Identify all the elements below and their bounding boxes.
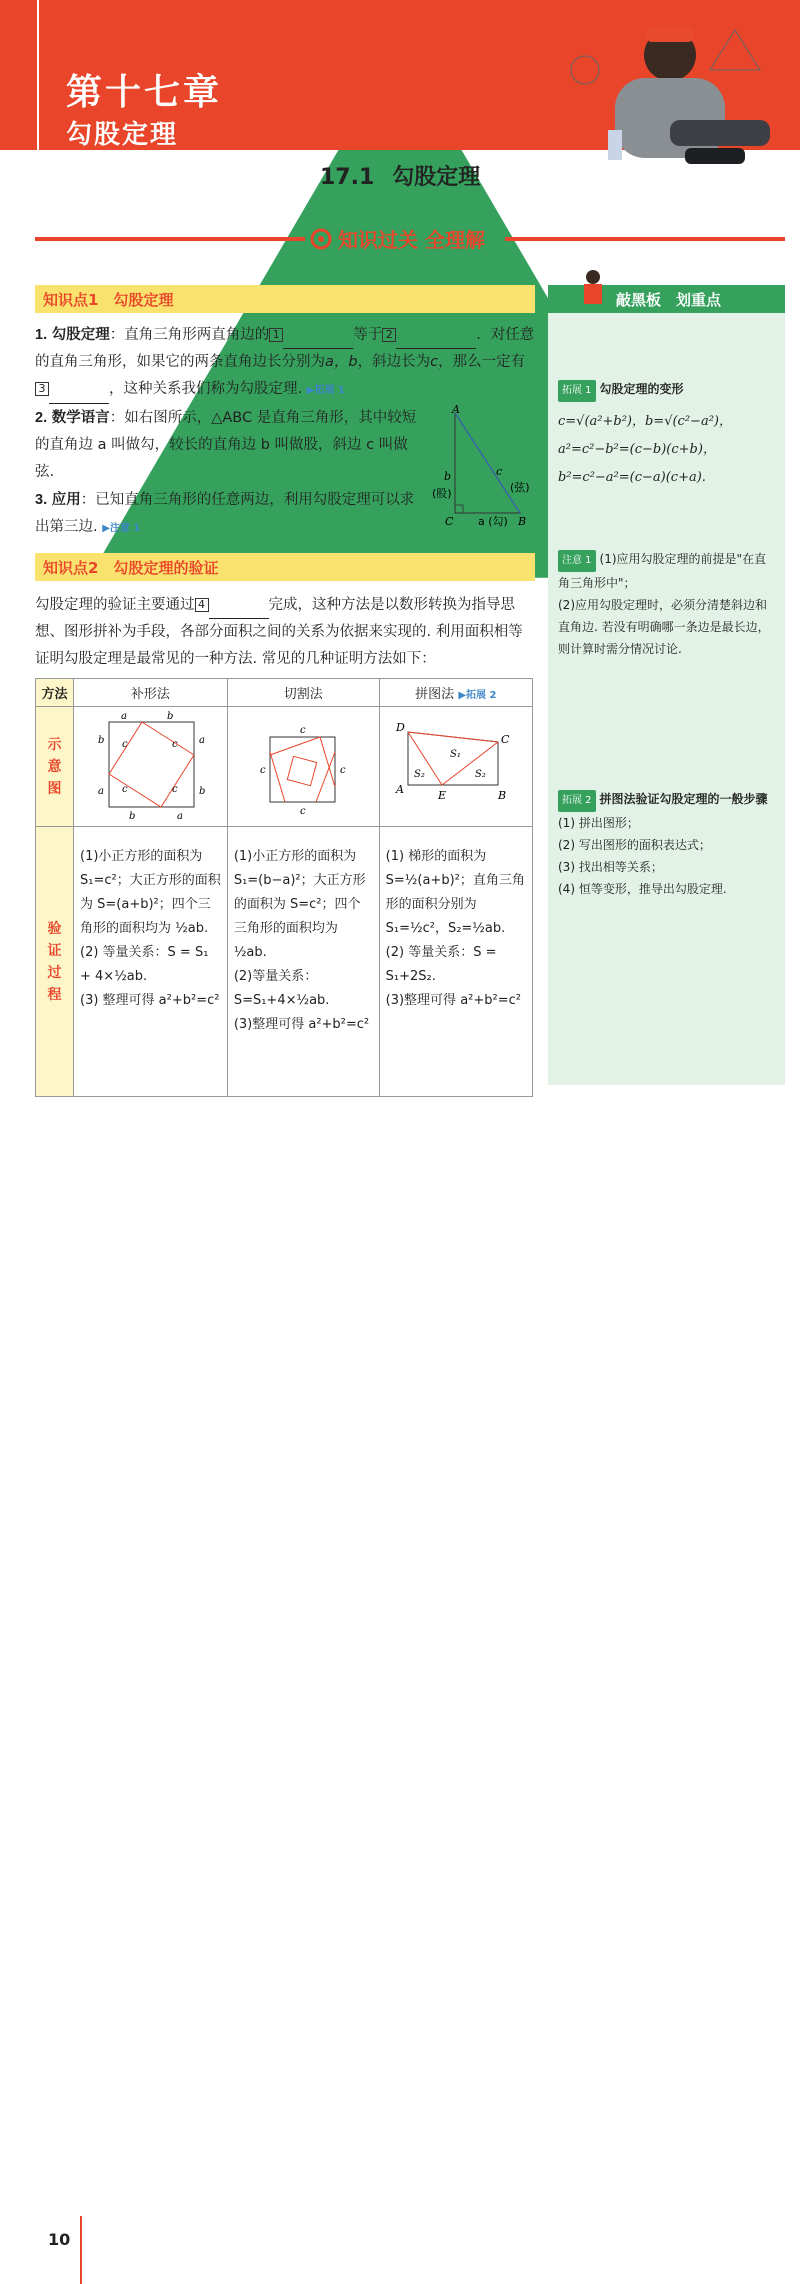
fig1-c-4: c bbox=[172, 784, 178, 795]
divider-left bbox=[35, 237, 305, 241]
item3-text: ：已知直角三角形的任意两边，利用勾股定理可以求出第三边. bbox=[35, 492, 415, 535]
proof1-step2: (2) 等量关系：S = S₁ + 4×½ab. bbox=[80, 945, 209, 984]
verify-text2: 完成，这种方法是以数形转换为指导思想、图形拼补为手段，各部分面积之间的关系为依据来实现的. 利用面积相等证明勾股定理是最常见的一种方法. 常见的几种证明方法如下： bbox=[35, 597, 523, 667]
blank-2[interactable] bbox=[396, 331, 476, 349]
ext2-tag: 拓展 2 bbox=[558, 790, 596, 812]
proof-row bbox=[36, 827, 533, 1097]
pt-S2-right: S₂ bbox=[474, 769, 486, 780]
proof3-step1: (1) 梯形的面积为 S=½(a+b)²；直角三角形的面积分别为 S₁=½c²，S₂=½ab. bbox=[385, 849, 525, 936]
methods-table bbox=[35, 678, 533, 1097]
item2 bbox=[35, 405, 425, 486]
ext1-block bbox=[558, 378, 778, 492]
blank-box-2: 2 bbox=[382, 328, 396, 342]
item3-number: 3. bbox=[35, 492, 48, 508]
right-triangle-figure bbox=[430, 405, 540, 535]
item1-number: 1. bbox=[35, 327, 48, 343]
item3 bbox=[35, 487, 425, 542]
item1-lead: 勾股定理 bbox=[51, 327, 110, 343]
header-pintu-label: 拼图法 bbox=[415, 687, 455, 702]
fig2-c-bottom: c bbox=[299, 806, 306, 817]
proof-pintu bbox=[379, 827, 532, 1097]
teacher-icon bbox=[575, 268, 611, 308]
fig1-b-top: b bbox=[167, 711, 174, 722]
item1-text1: ：直角三角形两直角边的 bbox=[109, 327, 270, 343]
fig1-b-left: b bbox=[98, 735, 105, 746]
fig1-c-1: c bbox=[122, 739, 128, 750]
table-header-row bbox=[36, 679, 533, 707]
ext1-line3: b²=c²−a²=(c−a)(c+a). bbox=[558, 470, 706, 485]
proof1-step3: (3) 整理可得 a²+b²=c² bbox=[80, 993, 220, 1008]
proof2-step1: (1)小正方形的面积为 S₁=(b−a)²；大正方形的面积为 S=c²；四个三角形的面积均为 ½ab. bbox=[233, 849, 366, 960]
vertex-B: B bbox=[518, 515, 527, 528]
ext2-line3: (3) 找出相等关系； bbox=[558, 860, 663, 874]
proof-qiege bbox=[227, 827, 379, 1097]
item2-text: ：如右图所示，△ABC 是直角三角形，其中较短的直角边 a 叫做勾，较长的直角边 b 叫做股，斜边 c 叫做弦. bbox=[35, 410, 417, 480]
item1-text6: ，这种关系我们称为勾股定理. bbox=[109, 381, 303, 397]
item1 bbox=[35, 322, 535, 404]
illustration-man-icon bbox=[520, 0, 800, 190]
verify-text1: 勾股定理的验证主要通过 bbox=[35, 597, 195, 613]
qiege-figure bbox=[228, 707, 376, 822]
divider-right bbox=[505, 237, 785, 241]
header-method: 方法 bbox=[36, 679, 74, 707]
fig2-c-left: c bbox=[259, 765, 266, 776]
note1-line2: (2)应用勾股定理时，必须分清楚斜边和直角边. 若没有明确哪一条边是最长边，则计算时需分情况讨论. bbox=[558, 598, 770, 656]
proof2-step3: (3)整理可得 a²+b²=c² bbox=[233, 1017, 370, 1032]
ext2-line2: (2) 写出图形的面积表达式； bbox=[558, 838, 711, 852]
blank-4[interactable] bbox=[209, 601, 269, 619]
pt-S1: S₁ bbox=[449, 749, 461, 760]
pt-E: E bbox=[437, 789, 446, 802]
pt-A: A bbox=[395, 783, 404, 796]
banner-divider-line bbox=[37, 0, 39, 150]
ext1-line1: c=√(a²+b²)，b=√(c²−a²)， bbox=[558, 414, 732, 429]
header-buxing: 补形法 bbox=[74, 679, 228, 707]
note1-line1: (1)应用勾股定理的前提是"在直角三角形中"； bbox=[558, 552, 767, 590]
fig-pintu-cell bbox=[379, 707, 532, 827]
fig1-a-right: a bbox=[199, 735, 205, 746]
side-b-label: (股) bbox=[432, 487, 452, 500]
header-pintu bbox=[379, 679, 532, 707]
proof-row-label: 验 证 过 程 bbox=[36, 827, 74, 1097]
ext1-line2: a²=c²−b²=(c−b)(c+b)， bbox=[558, 442, 716, 457]
fig1-b-right: b bbox=[199, 786, 206, 797]
ext2-line1: (1) 拼出图形； bbox=[558, 816, 639, 830]
divider-label-text: 知识过关 全理解 bbox=[338, 228, 485, 252]
side-b: b bbox=[444, 470, 452, 483]
side-c: c bbox=[496, 465, 503, 478]
pt-C: C bbox=[500, 733, 510, 746]
item1-text4: ，斜边长为 bbox=[357, 354, 431, 370]
blank-box-3: 3 bbox=[35, 382, 49, 396]
sidebar-heading: 敲黑板 划重点 bbox=[548, 285, 785, 313]
side-a-label: a (勾) bbox=[478, 515, 508, 528]
blank-3[interactable] bbox=[49, 386, 109, 404]
diagram-row bbox=[36, 707, 533, 827]
swirl-icon bbox=[310, 228, 332, 250]
footer-line bbox=[80, 2216, 82, 2284]
proof2-step2: (2)等量关系：S=S₁+4×½ab. bbox=[233, 969, 330, 1008]
ext1-link[interactable]: ▶拓展 1 bbox=[306, 385, 345, 396]
item3-lead: 应用 bbox=[51, 492, 81, 508]
side-c-label: (弦) bbox=[510, 481, 530, 494]
proof3-step3: (3)整理可得 a²+b²=c² bbox=[385, 993, 521, 1008]
note1-block bbox=[558, 548, 778, 660]
fig1-a-bottom: a bbox=[177, 811, 183, 822]
vertex-C: C bbox=[445, 515, 454, 528]
proof-buxing bbox=[74, 827, 228, 1097]
header-qiege: 切割法 bbox=[227, 679, 379, 707]
ext2-link[interactable]: ▶拓展 2 bbox=[458, 690, 497, 701]
diagram-row-label: 示 意 图 bbox=[36, 707, 74, 827]
item1-text2: 等于 bbox=[353, 327, 383, 343]
fig1-c-2: c bbox=[172, 739, 178, 750]
page-number: 10 bbox=[48, 2230, 71, 2249]
fig2-c-top: c bbox=[299, 725, 306, 736]
blank-box-4: 4 bbox=[195, 598, 209, 612]
proof1-step1: (1)小正方形的面积为 S₁=c²；大正方形的面积为 S=(a+b)²；四个三角形的面积均为 ½ab. bbox=[80, 849, 221, 936]
ext2-block bbox=[558, 788, 778, 900]
item1-text3: ．对任意的直角三角形，如果它的两条直角边长分别为 bbox=[35, 327, 535, 370]
section-name: 勾股定理 bbox=[392, 165, 481, 190]
section-number: 17.1 bbox=[320, 165, 375, 190]
pt-B: B bbox=[497, 789, 506, 802]
ext2-line4: (4) 恒等变形，推导出勾股定理. bbox=[558, 882, 727, 896]
fig1-a-top: a bbox=[121, 711, 127, 722]
blank-box-1: 1 bbox=[269, 328, 283, 342]
fig-qiege-cell bbox=[227, 707, 379, 827]
divider-label bbox=[310, 224, 485, 253]
buxing-figure bbox=[74, 707, 224, 822]
item2-lead: 数学语言 bbox=[51, 410, 110, 426]
blank-1[interactable] bbox=[283, 331, 353, 349]
item1-var-c: c bbox=[430, 354, 439, 370]
fig-buxing-cell bbox=[74, 707, 228, 827]
chapter-subtitle: 勾股定理 bbox=[66, 120, 179, 150]
chapter-title: 第十七章 bbox=[66, 72, 223, 113]
fig1-a-left: a bbox=[98, 786, 104, 797]
item1-text5: ，那么一定有 bbox=[438, 354, 526, 370]
fig1-c-3: c bbox=[122, 784, 128, 795]
section-title bbox=[320, 160, 498, 191]
ext2-title: 拼图法验证勾股定理的一般步骤 bbox=[599, 792, 768, 806]
ext1-tag: 拓展 1 bbox=[558, 380, 596, 402]
kp2-heading: 知识点2 勾股定理的验证 bbox=[35, 553, 535, 581]
vertex-A: A bbox=[452, 405, 460, 416]
note1-tag: 注意 1 bbox=[558, 550, 596, 572]
proof3-step2: (2) 等量关系：S = S₁+2S₂. bbox=[385, 945, 497, 984]
note1-link[interactable]: ▶注意 1 bbox=[102, 523, 141, 534]
item2-number: 2. bbox=[35, 410, 48, 426]
fig1-b-bottom: b bbox=[129, 811, 136, 822]
pt-S2-left: S₂ bbox=[413, 769, 425, 780]
kp1-heading: 知识点1 勾股定理 bbox=[35, 285, 535, 313]
pintu-figure bbox=[380, 707, 530, 822]
pt-D: D bbox=[395, 721, 405, 734]
verify-paragraph bbox=[35, 592, 535, 673]
ext1-title: 勾股定理的变形 bbox=[599, 382, 684, 396]
fig2-c-right: c bbox=[339, 765, 346, 776]
item1-vars: a，b bbox=[325, 354, 358, 370]
